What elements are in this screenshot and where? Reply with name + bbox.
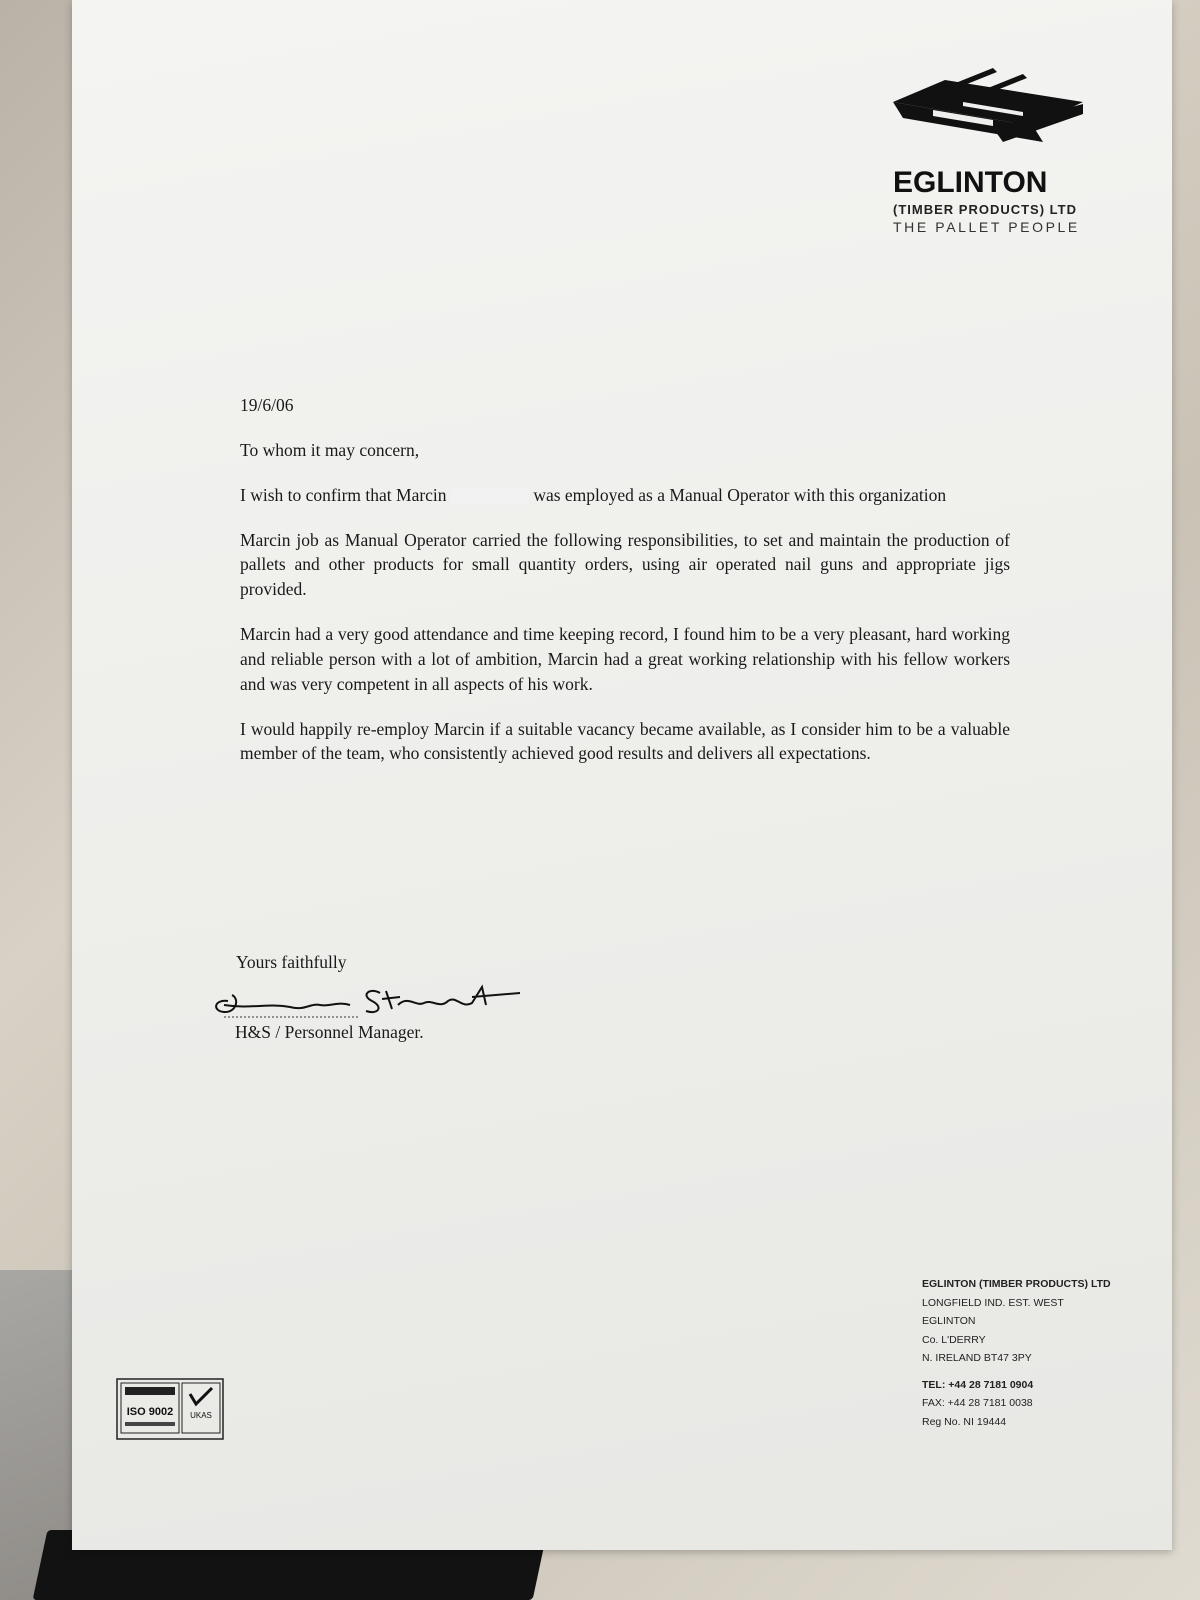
letter-body [240, 393, 1010, 786]
company-address [922, 1275, 1111, 1431]
pallet-logo-icon [893, 68, 1083, 160]
address-telephone: TEL: +44 28 7181 0904 [922, 1378, 1034, 1391]
letter-salutation: To whom it may concern, [240, 439, 420, 460]
paragraph-1-start: I wish to confirm that Marcin [240, 484, 447, 505]
iso-label: ISO 9002 [126, 1406, 174, 1418]
letter-paragraph-3: Marcin had a very good attendance and time keeping record, I found him to be a very pleasant, hard working and reliable person with a lot of ambition, Marcin had a great working relationship with his fellow workers and was very competent in all aspects of his work. [240, 624, 1010, 694]
address-gap [922, 1368, 1111, 1376]
address-fax: FAX: +44 28 7181 0038 [922, 1397, 1033, 1409]
address-line-4: N. IRELAND BT47 3PY [922, 1352, 1032, 1364]
logo-name: EGLINTON [893, 166, 1048, 199]
letter-date: 19/6/06 [240, 395, 294, 415]
address-registration: Reg No. NI 19444 [922, 1415, 1007, 1428]
paragraph-1-end: was employed as a Manual Operator with this organization [533, 484, 947, 505]
address-company: EGLINTON (TIMBER PRODUCTS) LTD [922, 1278, 1111, 1290]
address-line-2: EGLINTON [922, 1315, 976, 1327]
iso-ukas-badge-icon [116, 1378, 228, 1448]
signatory-role: H&S / Personnel Manager. [235, 1022, 424, 1042]
iso-certification-badge [116, 1378, 228, 1453]
address-line-3: Co. L'DERRY [922, 1333, 986, 1346]
logo-subtitle: (TIMBER PRODUCTS) LTD [893, 202, 1077, 217]
letter-paragraph-4: I would happily re-employ Marcin if a suitable vacancy became available, as I consider him to be a valuable member of the team, who consistently achieved good results and delivers all expectations. [240, 718, 1010, 764]
redacted-surname [451, 489, 529, 505]
letter-closing: Yours faithfully [236, 952, 347, 972]
ukas-label: UKAS [190, 1411, 212, 1420]
letter-paragraph-1 [240, 483, 1010, 508]
address-line-1: LONGFIELD IND. EST. WEST [922, 1296, 1064, 1309]
company-logo [893, 68, 1093, 235]
logo-tagline: THE PALLET PEOPLE [893, 219, 1080, 235]
letter-paragraph-2: Marcin job as Manual Operator carried the following responsibilities, to set and maintain the production of pallets and other products for small quantity orders, using air operated nail guns and appropriate jigs provided. [240, 529, 1010, 600]
handwritten-signature-icon [210, 975, 530, 1025]
